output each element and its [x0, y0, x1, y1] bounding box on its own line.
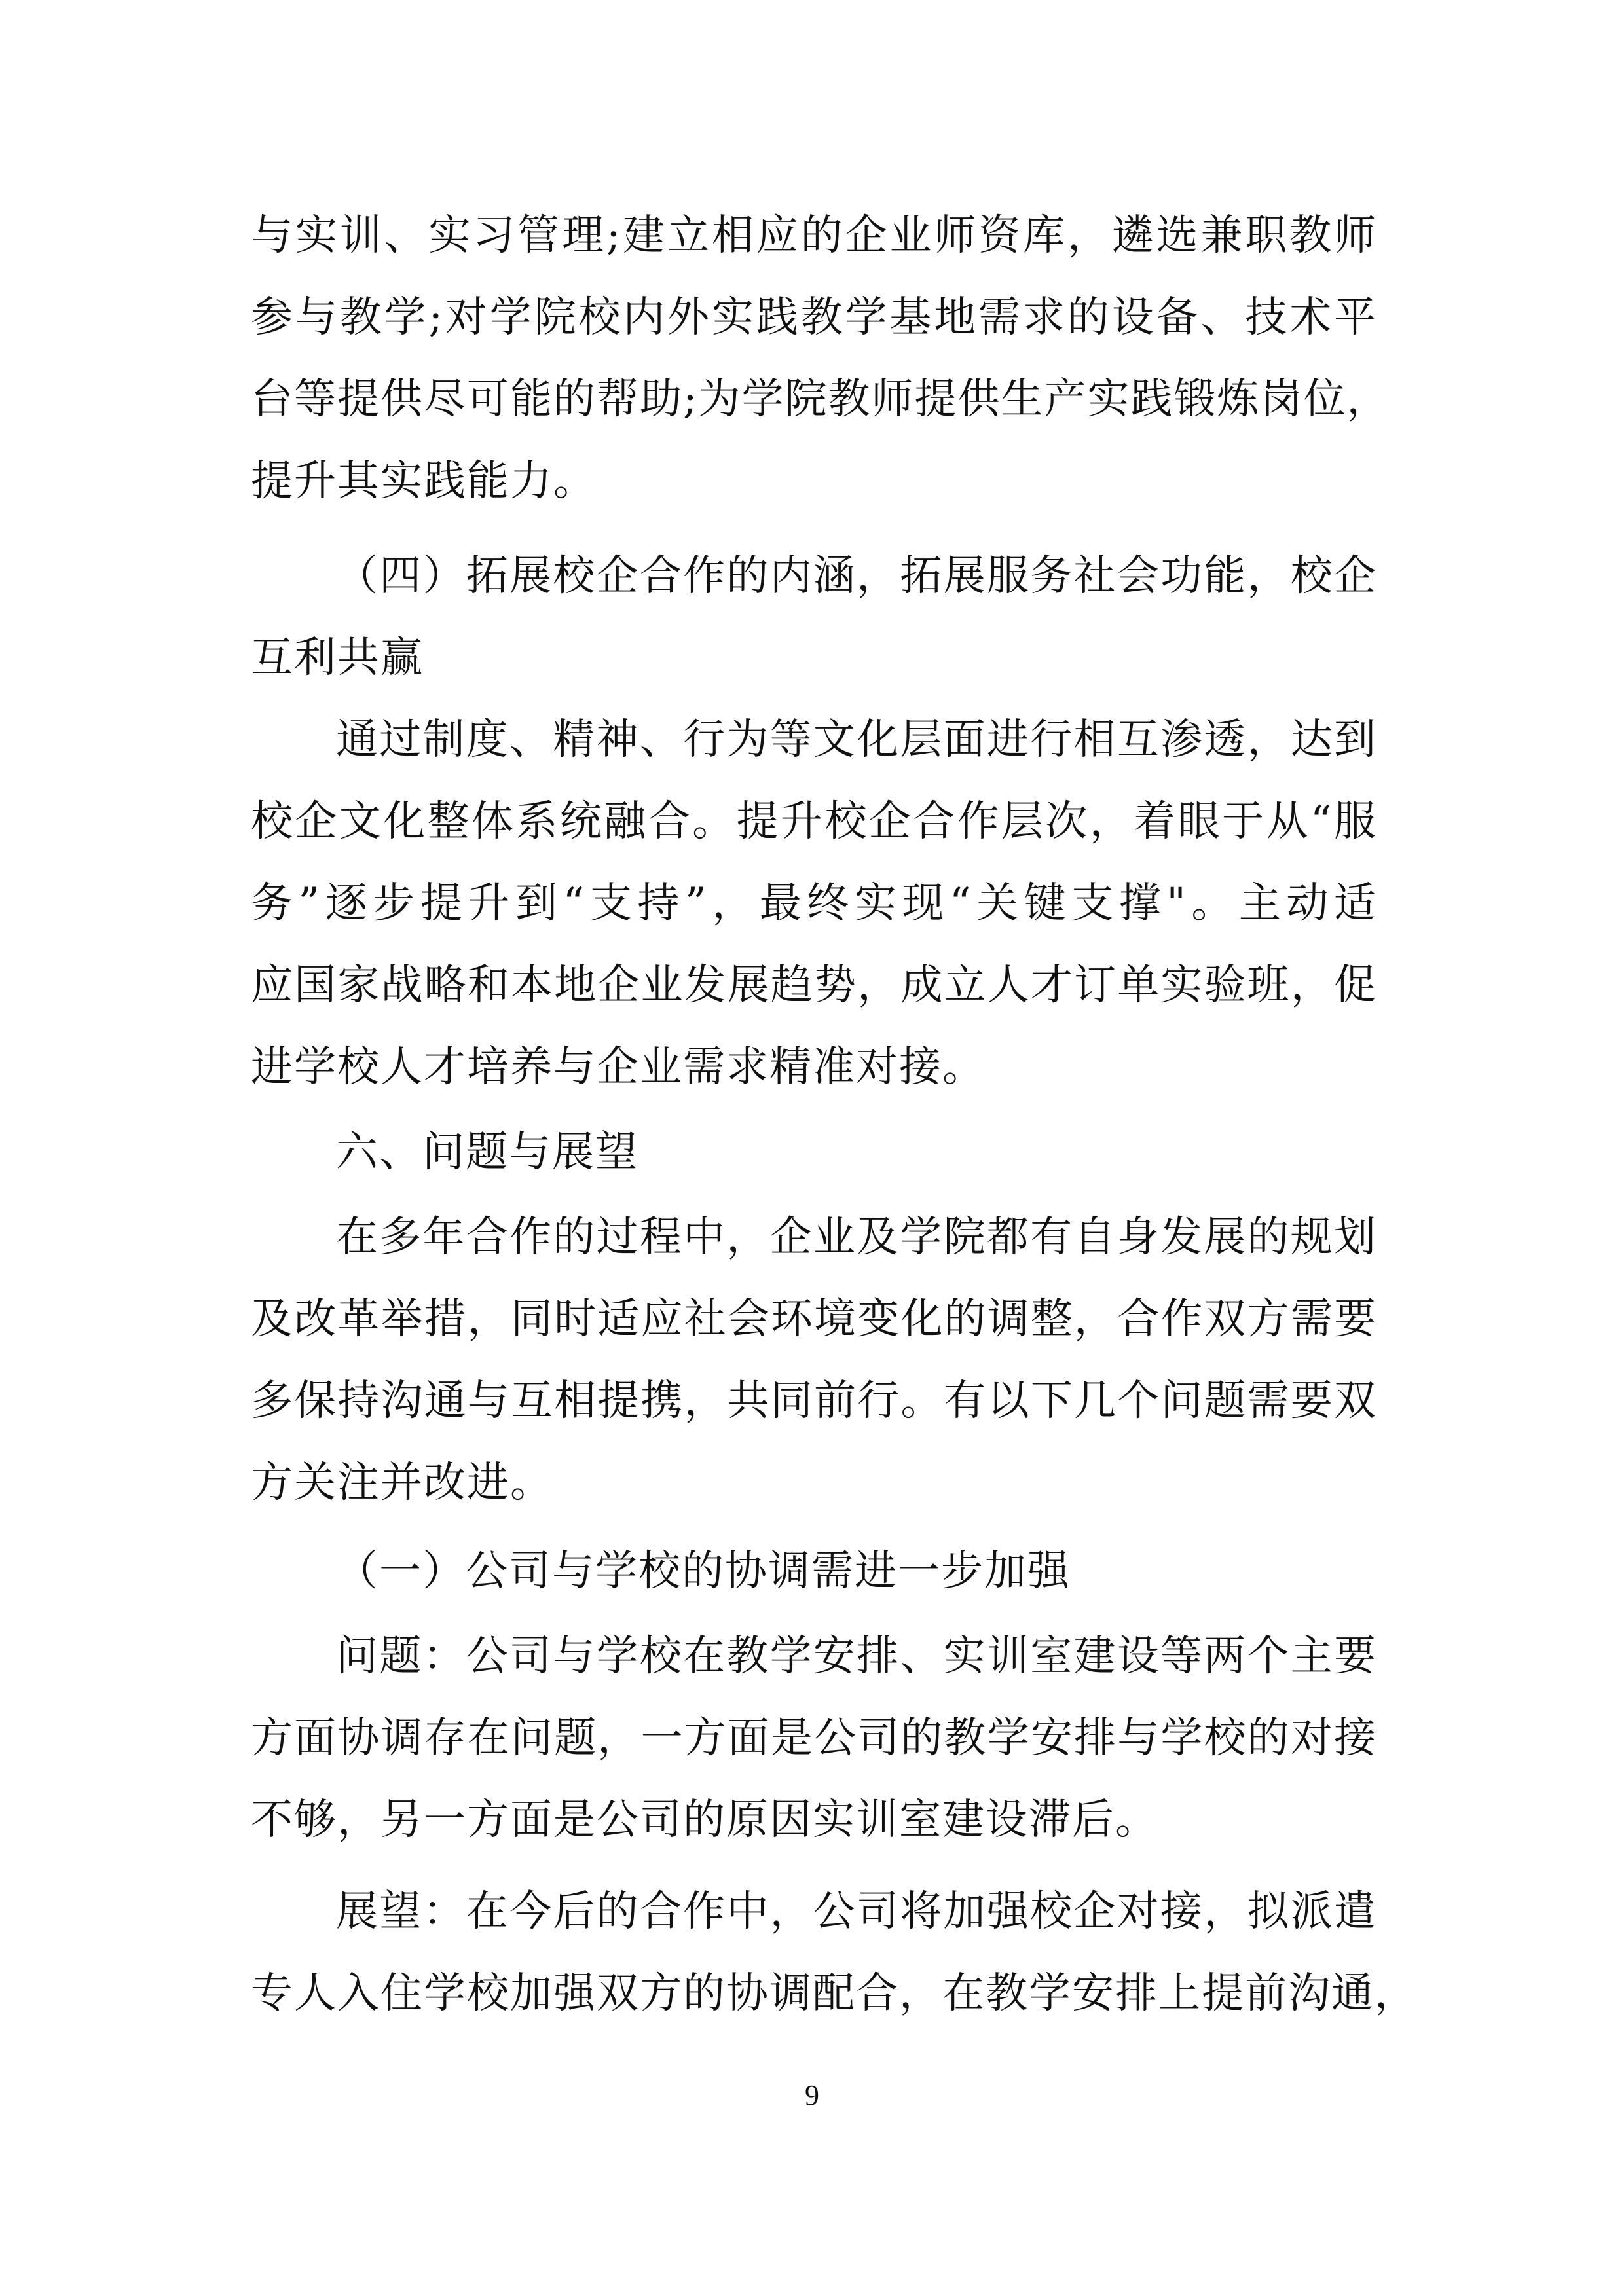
text-line: 展望：在今后的合作中，公司将加强校企对接，拟派遣: [336, 1887, 1377, 1936]
text-line: 专人入住学校加强双方的协调配合，在教学安排上提前沟通，: [251, 1969, 1418, 2018]
text-line: 通过制度、精神、行为等文化层面进行相互渗透，达到: [336, 716, 1377, 764]
text-line: 校企文化整体系统融合。提升校企合作层次，着眼于从“服: [251, 797, 1377, 846]
text-line: 方关注并改进。: [251, 1459, 553, 1507]
text-line: 进学校人才培养与企业需求精准对接。: [251, 1043, 986, 1091]
text-line: 参与教学;对学院校内外实践教学基地需求的设备、技术平: [251, 293, 1377, 342]
text-line: 不够，另一方面是公司的原因实训室建设滞后。: [251, 1796, 1158, 1844]
page-number: 9: [805, 2079, 819, 2111]
text-line: 及改革举措，同时适应社会环境变化的调整，合作双方需要: [251, 1295, 1377, 1343]
text-line: 问题：公司与学校在教学安排、实训室建设等两个主要: [336, 1632, 1377, 1681]
section-heading-line: 互利共赢: [251, 634, 424, 682]
text-line: 方面协调存在问题，一方面是公司的教学安排与学校的对接: [251, 1714, 1377, 1762]
text-line: 台等提供尽可能的帮助;为学院教师提供生产实践锻炼岗位，: [251, 375, 1390, 424]
section-heading-line: （四）拓展校企合作的内涵，拓展服务社会功能，校企: [336, 552, 1377, 600]
text-line: 在多年合作的过程中，企业及学院都有自身发展的规划: [336, 1213, 1377, 1262]
chapter-heading: 六、问题与展望: [336, 1128, 638, 1176]
text-line: 提升其实践能力。: [251, 457, 597, 505]
text-line: 务”逐步提升到“支持”，最终实现“关键支撑"。主动适: [251, 879, 1377, 928]
text-line: 应国家战略和本地企业发展趋势，成立人才订单实验班，促: [251, 961, 1377, 1010]
subsection-heading: （一）公司与学校的协调需进一步加强: [336, 1547, 1071, 1595]
text-line: 与实训、实习管理;建立相应的企业师资库，遴选兼职教师: [251, 211, 1377, 260]
text-line: 多保持沟通与互相提携，共同前行。有以下几个问题需要双: [251, 1377, 1377, 1425]
